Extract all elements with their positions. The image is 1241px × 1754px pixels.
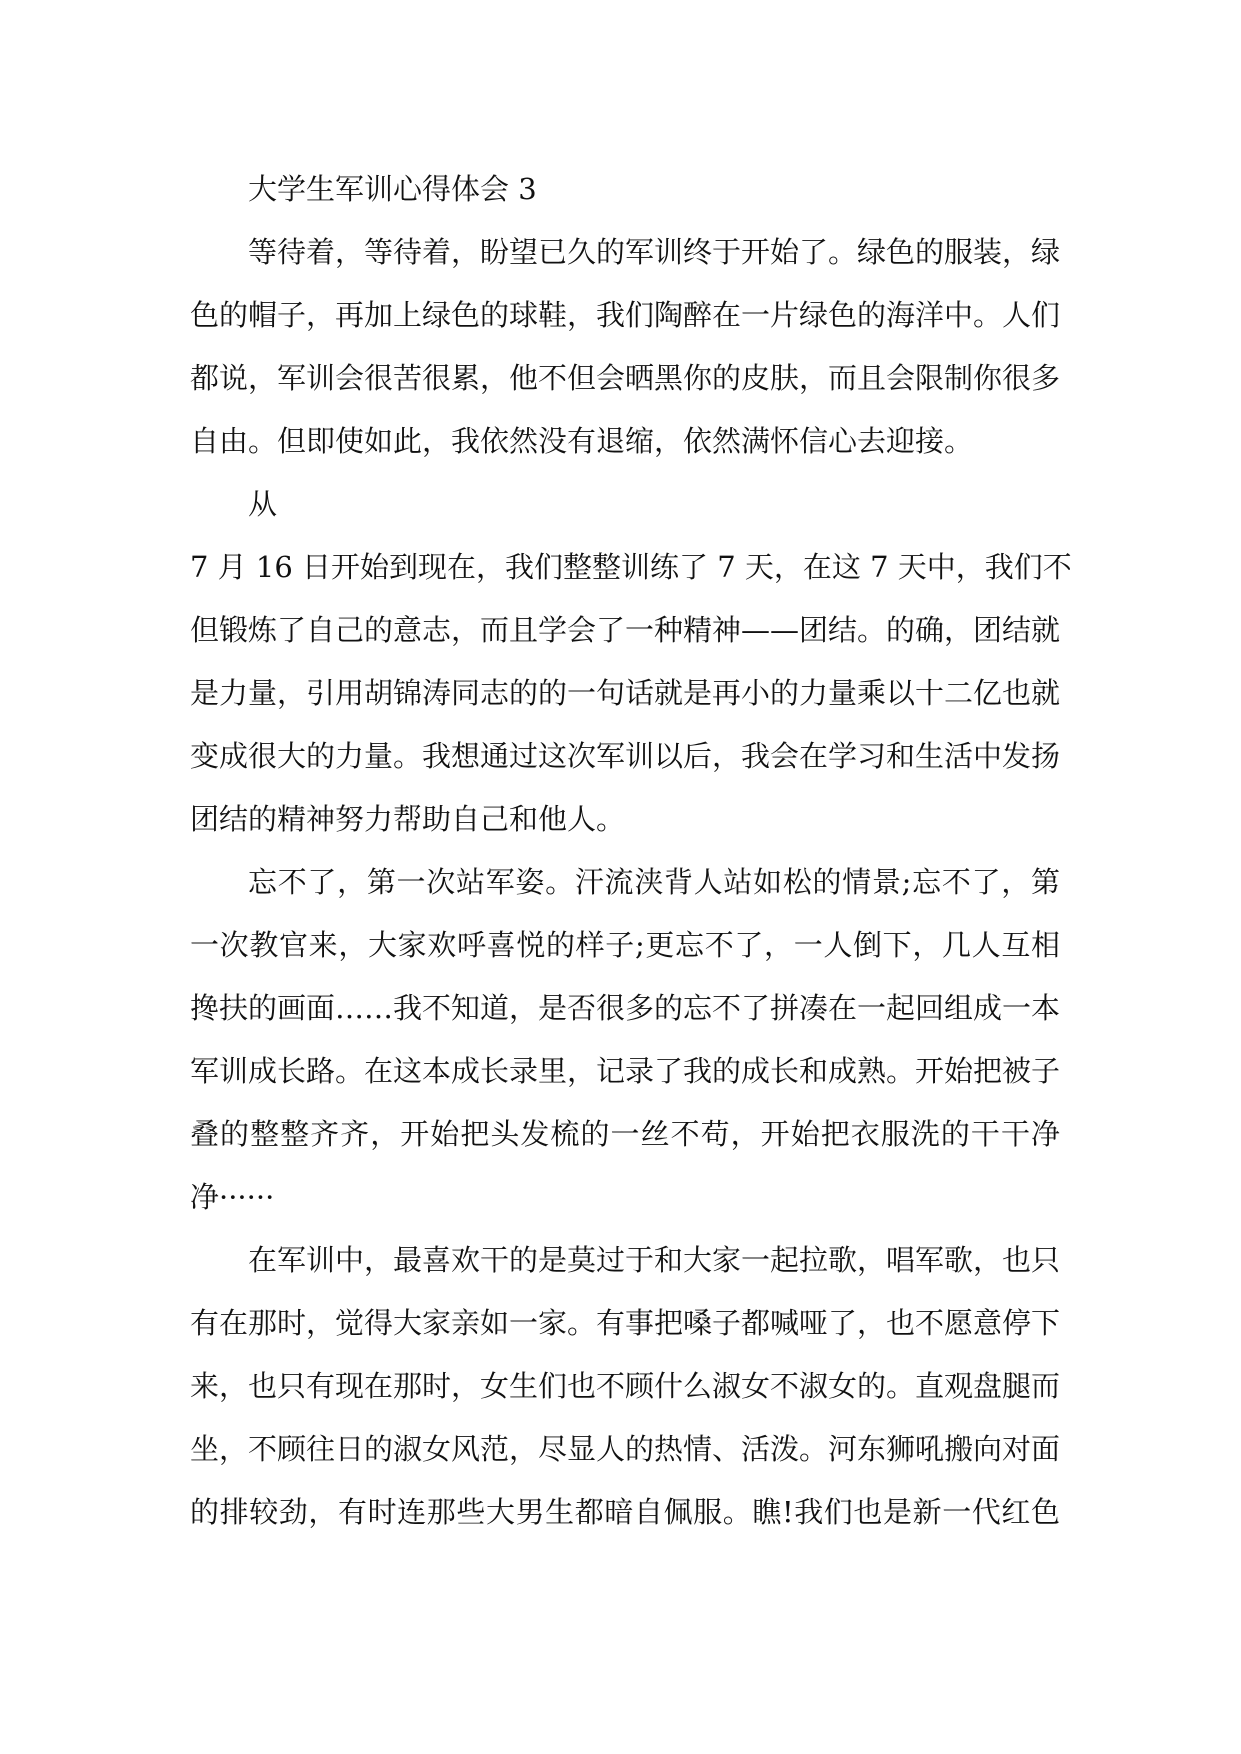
text-line: 搀扶的画面……我不知道，是否很多的忘不了拼凑在一起回组成一本 xyxy=(190,991,1061,1025)
text-line: 变成很大的力量。我想通过这次军训以后，我会在学习和生活中发扬 xyxy=(190,739,1061,773)
text-line: 等待着，等待着，盼望已久的军训终于开始了。绿色的服装，绿 xyxy=(248,235,1061,269)
text-line: 是力量，引用胡锦涛同志的的一句话就是再小的力量乘以十二亿也就 xyxy=(190,676,1061,710)
text-line: 的排较劲，有时连那些大男生都暗自佩服。瞧!我们也是新一代红色 xyxy=(190,1495,1060,1529)
text-line: 自由。但即使如此，我依然没有退缩，依然满怀信心去迎接。 xyxy=(190,424,974,458)
text-line: 忘不了，第一次站军姿。汗流浃背人站如松的情景;忘不了，第 xyxy=(248,865,1060,899)
paragraph-2 xyxy=(190,473,1060,536)
text-line: 7 月 16 日开始到现在，我们整整训练了 7 天，在这 7 天中，我们不 xyxy=(190,550,1072,584)
text-line: 色的帽子，再加上绿色的球鞋，我们陶醉在一片绿色的海洋中。人们 xyxy=(190,298,1061,332)
text-line: 有在那时，觉得大家亲如一家。有事把嗓子都喊哑了，也不愿意停下 xyxy=(190,1306,1061,1340)
document-body xyxy=(190,158,1072,1544)
paragraph-4 xyxy=(190,851,1060,1229)
text-line: 军训成长路。在这本成长录里，记录了我的成长和成熟。开始把被子 xyxy=(190,1054,1061,1088)
text-line: 坐，不顾往日的淑女风范，尽显人的热情、活泼。河东狮吼搬向对面 xyxy=(190,1432,1061,1466)
text-line: 在军训中，最喜欢干的是莫过于和大家一起拉歌，唱军歌，也只 xyxy=(248,1243,1061,1277)
text-line: 净······ xyxy=(190,1180,275,1214)
document-title: 大学生军训心得体会 3 xyxy=(248,172,537,206)
paragraph-1 xyxy=(190,221,1060,473)
text-line: 一次教官来，大家欢呼喜悦的样子;更忘不了，一人倒下，几人互相 xyxy=(190,928,1060,962)
text-line: 从 xyxy=(248,487,278,521)
text-line: 都说，军训会很苦很累，他不但会晒黑你的皮肤，而且会限制你很多 xyxy=(190,361,1061,395)
text-line: 叠的整整齐齐，开始把头发梳的一丝不苟，开始把衣服洗的干干净 xyxy=(190,1117,1060,1151)
text-line: 来，也只有现在那时，女生们也不顾什么淑女不淑女的。直观盘腿而 xyxy=(190,1369,1061,1403)
text-line: 但锻炼了自己的意志，而且学会了一种精神——团结。的确，团结就 xyxy=(190,613,1061,647)
paragraph-5 xyxy=(190,1229,1060,1544)
paragraph-3 xyxy=(190,536,1072,851)
text-line: 团结的精神努力帮助自己和他人。 xyxy=(190,802,626,836)
